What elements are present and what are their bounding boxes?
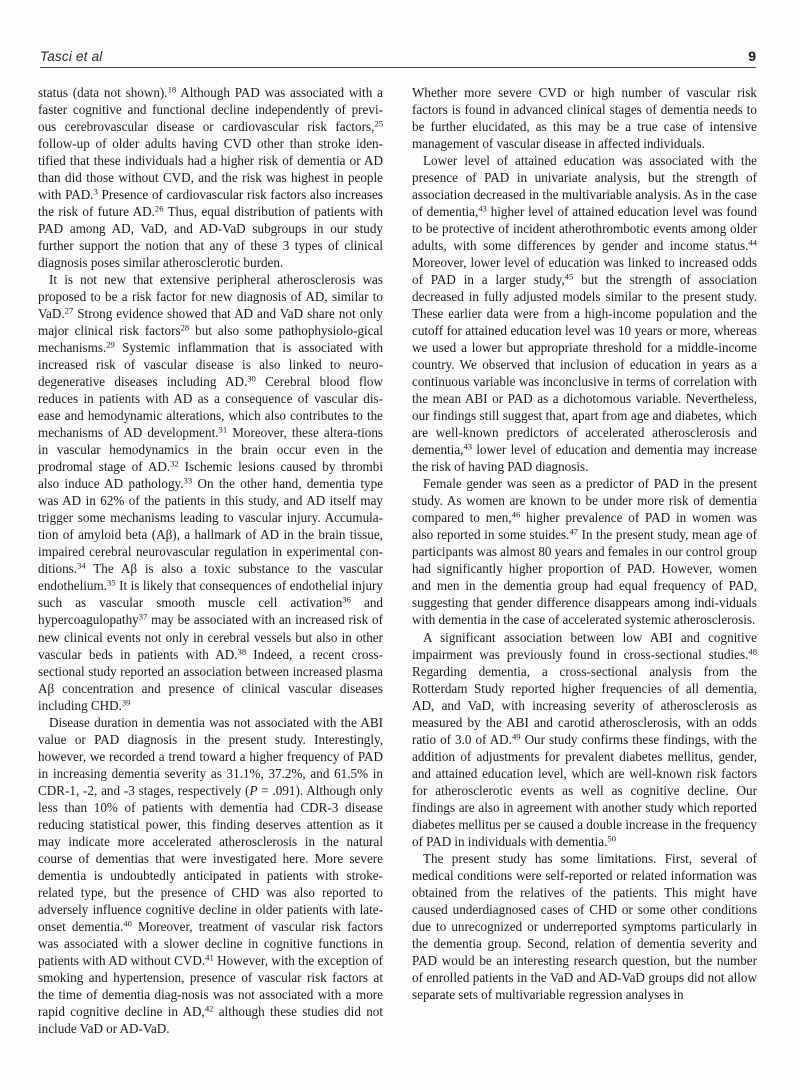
paragraph: Female gender was seen as a predictor of PAD in the present study. As women are known to be under more risk of dementia compared to men,$^{46}$ higher prevalence of PAD in women was also reported in some stuides.$^{47}$ In the present study, mean age of participants was almost 80 years and females in our control group had significantly higher proportion of PAD. However, women and men in the dementia group had equal frequency of PAD, suggesting that gender difference disappears among indi-viduals with dementia in the case of accelerated systemic atherosclerosis. [412,476,757,628]
body-columns [38,84,758,1037]
running-head [40,42,756,68]
right-column [412,84,757,1037]
left-column [38,84,383,1037]
page-number: 9 [748,48,756,64]
paragraph: The present study has some limitations. First, several of medical conditions were self-reported or related information was obtained from the relatives of the patients. This might have caused underdiagnosed cases of CHD or some other conditions due to unrecognized or underreported symptoms particularly in the dementia group. Second, relation of dementia severity and PAD would be an interesting research question, but the number of enrolled patients in the VaD and AD-VaD groups did not allow separate sets of multivariable regression analyses in [412,850,757,1002]
paragraph: Whether more severe CVD or high number of vascular risk factors is found in advanced clinical stages of dementia needs to be further elucidated, as this may be a true case of intensive management of vascular disease in affected individuals. [412,85,757,152]
running-title: Tasci et al [40,49,103,64]
paragraph: status (data not shown).$^{18}$ Although PAD was associated with a faster cognitive and functional decline independently of previ-ous cerebrovascular disease or cardiovascular risk factors,$^{25}$ follow-up of older adults having CVD other than stroke iden-tified that these individuals had a higher risk of dementia or AD than did those without CVD, and the risk was highest in people with PAD.$^3$ Presence of cardiovascular risk factors also increases the risk of future AD.$^{26}$ Thus, equal distribution of patients with PAD among AD, VaD, and AD-VaD subgroups in our study further support the notion that any of these 3 types of clinical diagnosis poses similar atherosclerotic burden. [38,84,383,271]
paragraph: Disease duration in dementia was not associated with the ABI value or PAD diagnosis in the present study. Interestingly, however, we recorded a trend toward a higher frequency of PAD in increasing dementia severity as 31.1%, 37.2%, and 61.5% in CDR-1, -2, and -3 stages, respectively (P = .091). Although only less than 10% of patients with dementia had CDR-3 disease reducing statistical power, this finding deserves attention as it may indicate more accelerated atherosclerosis in the natural course of dementias that were investigated here. More severe dementia is undoubtedly anticipated in patients with stroke-related type, but the presence of CHD was also reported to adversely influence cognitive decline in older patients with late-onset dementia.$^{40}$ Moreover, treatment of vascular risk factors was associated with a slower decline in cognitive functions in patients with AD without CVD.$^{41}$ However, with the exception of smoking and hypertension, presence of vascular risk factors at the time of dementia diag-nosis was not associated with a more rapid cognitive decline in AD,$^{42}$ although these studies did not include VaD or AD-VaD. [38,714,383,1036]
paragraph: A significant association between low ABI and cognitive impairment was previously found in cross-sectional studies.$^{48}$ Regarding dementia, a cross-sectional analysis from the Rotterdam Study reported higher frequencies of all dementia, AD, and VaD, with increasing severity of atherosclerosis as measured by the ABI and carotid atherosclerosis, with an odds ratio of 3.0 of AD.$^{49}$ Our study confirms these findings, with the addition of adjustments for prevalent diabetes mellitus, gender, and attained education level, which are well-known risk factors for atherosclerotic events as well as cognitive decline. Our findings are also in agreement with another study which reported diabetes mellitus per se caused a double increase in the frequency of PAD in individuals with dementia.$^{50}$ [412,629,757,849]
paragraph: Lower level of attained education was associated with the presence of PAD in univariate analysis, but the strength of association decreased in the multivariable analysis. As in the case of dementia,$^{43}$ higher level of attained education level was found to be protective of incident atherothrombotic events among older adults, with some differences by gender and income status.$^{44}$ Moreover, lower level of education was linked to increased odds of PAD in a larger study,$^{45}$ but the strength of association decreased in fully adjusted models similar to the present study. These earlier data were from a high-income population and the cutoff for attained education level was 10 years or more, whereas we used a lower but appropriate threshold for a middle-income country. We observed that inclusion of education in years as a continuous variable was inconclusive in terms of correlation with the mean ABI or PAD as a dichotomous variable. Nevertheless, our findings still suggest that, apart from age and diabetes, which are well-known predictors of accelerated atherosclerosis and dementia,$^{43}$ lower level of education and dementia may increase the risk of having PAD diagnosis. [412,153,757,475]
paragraph: It is not new that extensive peripheral atherosclerosis was proposed to be a risk factor for new diagnosis of AD, similar to VaD.$^{27}$ Strong evidence showed that AD and VaD share not only major clinical risk factors$^{28}$ but also some pathophysiolo-gical mechanisms.$^{29}$ Systemic inflammation that is associated with increased risk of vascular disease is also linked to neuro-degenerative diseases including AD.$^{30}$ Cerebral blood flow reduces in patients with AD as a consequence of vascular dis-ease and hemodynamic alterations, which also contributes to the mechanisms of AD development.$^{31}$ Moreover, these altera-tions in vascular hemodynamics in the brain occur even in the prodromal stage of AD.$^{32}$ Ischemic lesions caused by thrombi also induce AD pathology.$^{33}$ On the other hand, dementia type was AD in 62% of the patients in this study, and AD itself may trigger some mechanisms leading to vascular injury. Accumula-tion of amyloid beta (Aβ), a hallmark of AD in the brain tissue, impaired cerebral neurovascular regulation in experimental con-ditions.$^{34}$ The Aβ is also a toxic substance to the vascular endothelium.$^{35}$ It is likely that consequences of endothelial injury such as vascular smooth muscle cell activation$^{36}$ and hypercoagulopathy$^{37}$ may be associated with an increased risk of new clinical events not only in cerebral vessels but also in other vascular beds in patients with AD.$^{38}$ Indeed, a recent cross-sectional study reported an association between increased plasma Aβ concentration and presence of clinical vascular diseases including CHD.$^{39}$ [38,272,384,713]
